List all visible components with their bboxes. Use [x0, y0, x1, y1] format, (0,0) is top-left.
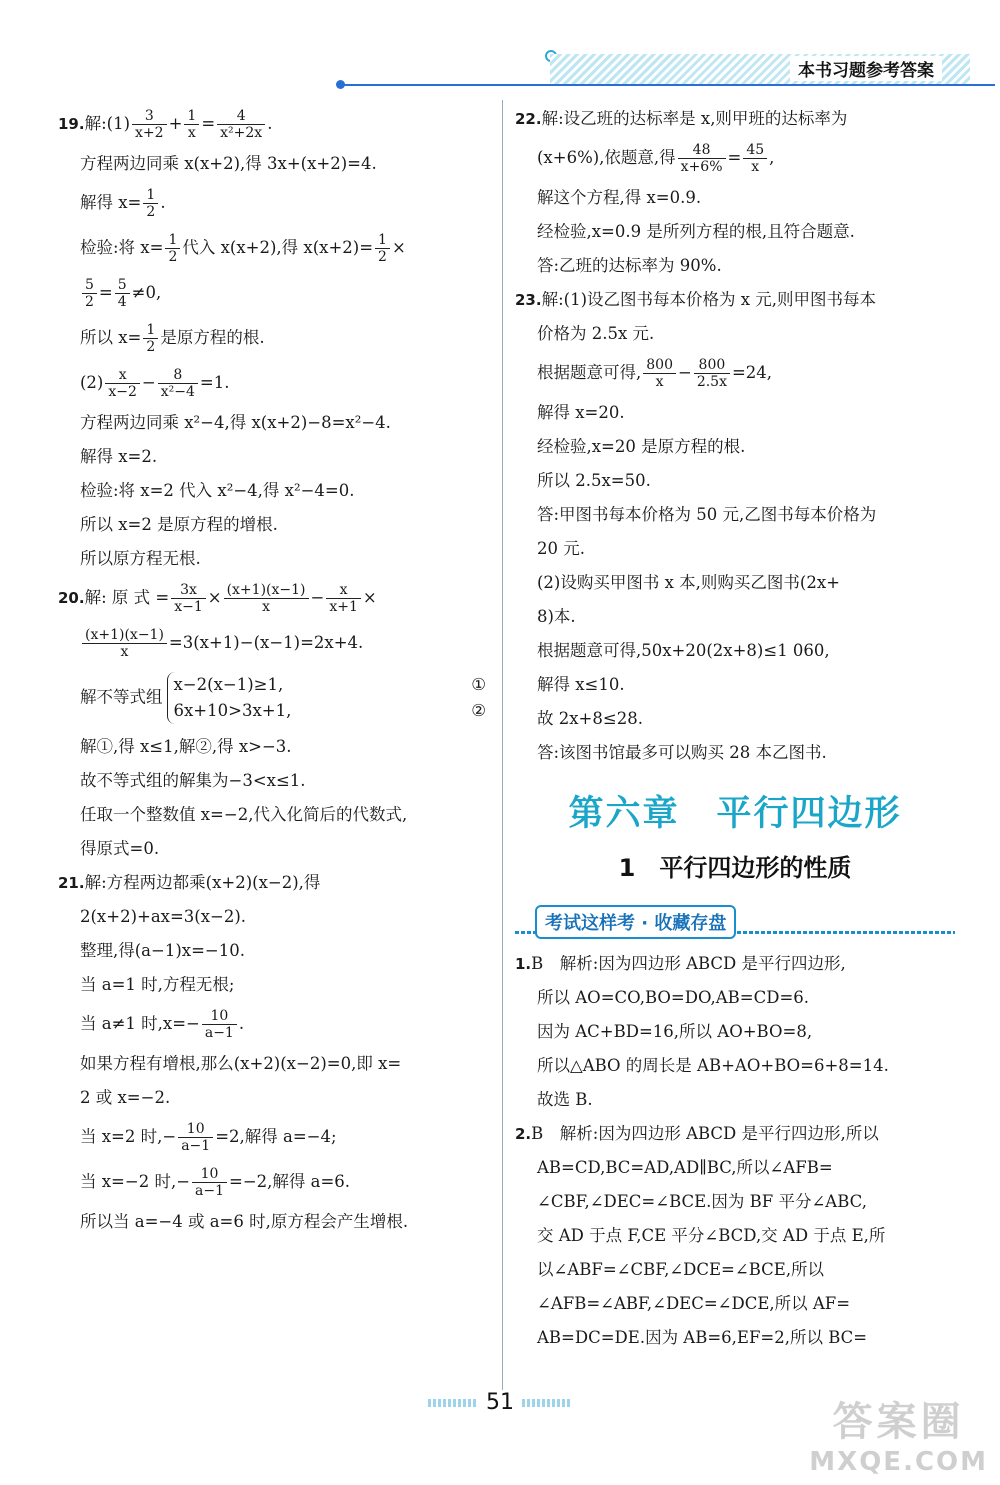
- p22-line-2: (x+6%),依题意,得 $\frac{48}{x+6\%}$ = $\frac{45}{x}$ ,: [537, 142, 775, 175]
- q2-line-6: ∠AFB=∠ABF,∠DEC=∠DCE,所以 AF=: [537, 1294, 851, 1313]
- q2-line-4: 交 AD 于点 F,CE 平分∠BCD,交 AD 于点 E,所: [537, 1226, 886, 1245]
- p22-line-4: 经检验,x=0.9 是所列方程的根,且符合题意.: [537, 222, 855, 241]
- p21-line-5: 当 a≠1 时,x=− $\frac{10}{a-1}$ .: [80, 1008, 245, 1041]
- p21-line-1: 21.解:方程两边都乘(x+2)(x−2),得: [58, 873, 321, 892]
- fraction: $\frac{(x+1)(x-1)}{x}$: [82, 627, 167, 660]
- fraction: $\frac{x}{x-2}$: [105, 367, 140, 400]
- p23-line-9: (2)设购买甲图书 x 本,则购买乙图书(2x+: [537, 573, 840, 592]
- p20-line-7: 得原式=0.: [80, 839, 160, 858]
- p23-line-5: 经检验,x=20 是原方程的根.: [537, 437, 746, 456]
- fraction: $\frac{10}{a-1}$: [192, 1166, 227, 1199]
- fraction: $\frac{1}{2}$: [165, 232, 180, 265]
- problem-number: 19.: [58, 115, 85, 133]
- p23-line-8: 20 元.: [537, 539, 585, 558]
- p20-inequality-system: 解不等式组 x−2(x−1)≥1, 6x+10>3x+1, ① ②: [58, 672, 490, 724]
- p21-line-9: 当 x=−2 时,− $\frac{10}{a-1}$ =−2,解得 a=6.: [80, 1166, 351, 1199]
- question-2: [515, 1123, 955, 1349]
- problem-20: [58, 582, 498, 860]
- q2-line-3: ∠CBF,∠DEC=∠BCE.因为 BF 平分∠ABC,: [537, 1192, 867, 1211]
- p21-line-10: 所以当 a=−4 或 a=6 时,原方程会产生增根.: [80, 1212, 409, 1231]
- p19-line-10: 检验:将 x=2 代入 x²−4,得 x²−4=0.: [80, 481, 355, 500]
- fraction: $\frac{1}{2}$: [143, 322, 158, 355]
- section-banner: [515, 905, 955, 939]
- p19-line-3: 解得 x= $\frac{1}{2}$ .: [80, 187, 166, 220]
- p19-line-11: 所以 x=2 是原方程的增根.: [80, 515, 278, 534]
- p23-line-3: 根据题意可得, $\frac{800}{x}$ − $\frac{800}{2.5x}$ =24,: [537, 357, 773, 390]
- p23-line-4: 解得 x=20.: [537, 403, 625, 422]
- p21-line-2: 2(x+2)+ax=3(x−2).: [80, 907, 247, 926]
- q1-line-5: 故选 B.: [537, 1090, 593, 1109]
- p20-line-1: 20.解: 原 式 = $\frac{3x}{x-1}$ × $\frac{(x+1)(x-1)}{x}$ − $\frac{x}{x+1}$ ×: [58, 582, 377, 615]
- p19-line-1: 19.解:(1) $\frac{3}{x+2}$ + $\frac{1}{x}$ = $\frac{4}{\text{x²+2x}}$ .: [58, 108, 273, 141]
- p20-line-4: 解①,得 x≤1,解②,得 x>−3.: [80, 737, 292, 756]
- p19-line-4: 检验:将 x= $\frac{1}{2}$ 代入 x(x+2),得 x(x+2)= $\frac{1}{2}$ ×: [80, 232, 406, 265]
- p20-line-5: 故不等式组的解集为−3<x≤1.: [80, 771, 306, 790]
- p19-line-5: $\frac{5}{2}$ = $\frac{5}{4}$ ≠0,: [58, 277, 498, 310]
- problem-number: 21.: [58, 874, 85, 892]
- p23-line-11: 根据题意可得,50x+20(2x+8)≤1 060,: [537, 641, 830, 660]
- p20-line-6: 任取一个整数值 x=−2,代入化简后的代数式,: [80, 805, 408, 824]
- p23-line-7: 答:甲图书每本价格为 50 元,乙图书每本价格为: [537, 505, 877, 524]
- p23-line-12: 解得 x≤10.: [537, 675, 625, 694]
- right-column: [515, 108, 955, 1361]
- header-title: 本书习题参考答案: [790, 56, 942, 81]
- fraction: $\frac{8}{\text{x²−4}}$: [158, 367, 198, 400]
- banner-label: 考试这样考 · 收藏存盘: [535, 905, 736, 939]
- p19-line-7: (2) $\frac{x}{x-2}$ − $\frac{8}{\text{x²−4}}$ =1.: [80, 367, 230, 400]
- inequality-brace: x−2(x−1)≥1, 6x+10>3x+1,: [167, 672, 292, 724]
- fraction: $\frac{48}{x+6\%}$: [678, 142, 726, 175]
- page-number: 51: [486, 1390, 514, 1415]
- p23-line-13: 故 2x+8≤28.: [537, 709, 643, 728]
- fraction: $\frac{4}{\text{x²+2x}}$: [217, 108, 265, 141]
- column-divider: [502, 100, 503, 1390]
- fraction: $\frac{800}{2.5x}$: [694, 357, 730, 390]
- watermark: [809, 1390, 988, 1477]
- p23-line-2: 价格为 2.5x 元.: [537, 324, 655, 343]
- fraction: $\frac{45}{x}$: [743, 142, 767, 175]
- p19-line-2: 方程两边同乘 x(x+2),得 3x+(x+2)=4.: [80, 154, 377, 173]
- problem-19: [58, 108, 498, 570]
- q2-line-5: 以∠ABF=∠CBF,∠DCE=∠BCE,所以: [537, 1260, 825, 1279]
- p23-line-1: 23.解:(1)设乙图书每本价格为 x 元,则甲图书每本: [515, 290, 877, 309]
- p19-line-12: 所以原方程无根.: [80, 549, 201, 568]
- q1-line-2: 所以 AO=CO,BO=DO,AB=CD=6.: [537, 988, 810, 1007]
- q1-line-4: 所以△ABO 的周长是 AB+AO+BO=6+8=14.: [537, 1056, 889, 1075]
- p19-line-6: 所以 x= $\frac{1}{2}$ 是原方程的根.: [80, 322, 265, 355]
- q1-line-1: 1.B 解析:因为四边形 ABCD 是平行四边形,: [515, 954, 846, 973]
- p23-line-6: 所以 2.5x=50.: [537, 471, 651, 490]
- problem-22: [515, 108, 955, 277]
- p22-line-3: 解这个方程,得 x=0.9.: [537, 188, 702, 207]
- fraction: $\frac{(x+1)(x-1)}{x}$: [224, 582, 309, 615]
- left-column: [58, 108, 498, 1245]
- fraction: $\frac{5}{2}$: [82, 277, 97, 310]
- footer-ornament-right: [522, 1399, 572, 1407]
- header-rule: [340, 84, 995, 86]
- fraction: $\frac{3x}{x-1}$: [171, 582, 206, 615]
- q1-line-3: 因为 AC+BD=16,所以 AO+BO=8,: [537, 1022, 813, 1041]
- chapter-title: 第六章 平行四边形: [568, 794, 902, 834]
- fraction: $\frac{10}{a-1}$: [202, 1008, 237, 1041]
- p19-line-9: 解得 x=2.: [80, 447, 158, 466]
- fraction: $\frac{1}{2}$: [375, 232, 390, 265]
- q2-line-1: 2.B 解析:因为四边形 ABCD 是平行四边形,所以: [515, 1124, 879, 1143]
- p23-line-10: 8)本.: [537, 607, 576, 626]
- p23-line-14: 答:该图书馆最多可以购买 28 本乙图书.: [537, 743, 827, 762]
- fraction: $\frac{3}{x+2}$: [132, 108, 167, 141]
- question-number: 1.: [515, 955, 532, 973]
- fraction: $\frac{x}{x+1}$: [326, 582, 361, 615]
- fraction: $\frac{10}{a-1}$: [178, 1121, 213, 1154]
- problem-23: [515, 289, 955, 764]
- p22-line-1: 22.解:设乙班的达标率是 x,则甲班的达标率为: [515, 109, 848, 128]
- p20-line-2: $\frac{(x+1)(x-1)}{x}$ =3(x+1)−(x−1)=2x+4.: [58, 627, 498, 660]
- p19-line-8: 方程两边同乘 x²−4,得 x(x+2)−8=x²−4.: [80, 413, 391, 432]
- problem-number: 23.: [515, 291, 542, 309]
- fraction: $\frac{800}{x}$: [643, 357, 676, 390]
- p21-line-8: 当 x=2 时,− $\frac{10}{a-1}$ =2,解得 a=−4;: [80, 1121, 337, 1154]
- q2-line-7: AB=DC=DE.因为 AB=6,EF=2,所以 BC=: [537, 1328, 868, 1347]
- problem-21: [58, 872, 498, 1233]
- problem-number: 20.: [58, 589, 85, 607]
- p22-line-5: 答:乙班的达标率为 90%.: [537, 256, 722, 275]
- section-title: 1 平行四边形的性质: [618, 854, 852, 882]
- problem-number: 22.: [515, 110, 542, 128]
- p21-line-3: 整理,得(a−1)x=−10.: [80, 941, 245, 960]
- footer-ornament-left: [428, 1399, 478, 1407]
- fraction: $\frac{1}{2}$: [143, 187, 158, 220]
- fraction: $\frac{1}{x}$: [184, 108, 199, 141]
- watermark-url: MXQE.COM: [809, 1447, 988, 1477]
- circled-one: ①: [471, 675, 486, 694]
- p21-line-7: 2 或 x=−2.: [80, 1088, 171, 1107]
- p21-line-6: 如果方程有增根,那么(x+2)(x−2)=0,即 x=: [80, 1054, 402, 1073]
- p21-line-4: 当 a=1 时,方程无根;: [80, 975, 235, 994]
- fraction: $\frac{5}{4}$: [115, 277, 130, 310]
- q2-line-2: AB=CD,BC=AD,AD∥BC,所以∠AFB=: [537, 1158, 833, 1177]
- question-1: [515, 953, 955, 1111]
- circled-two: ②: [471, 701, 486, 720]
- question-number: 2.: [515, 1125, 532, 1143]
- watermark-logo: 答案圈: [832, 1399, 965, 1445]
